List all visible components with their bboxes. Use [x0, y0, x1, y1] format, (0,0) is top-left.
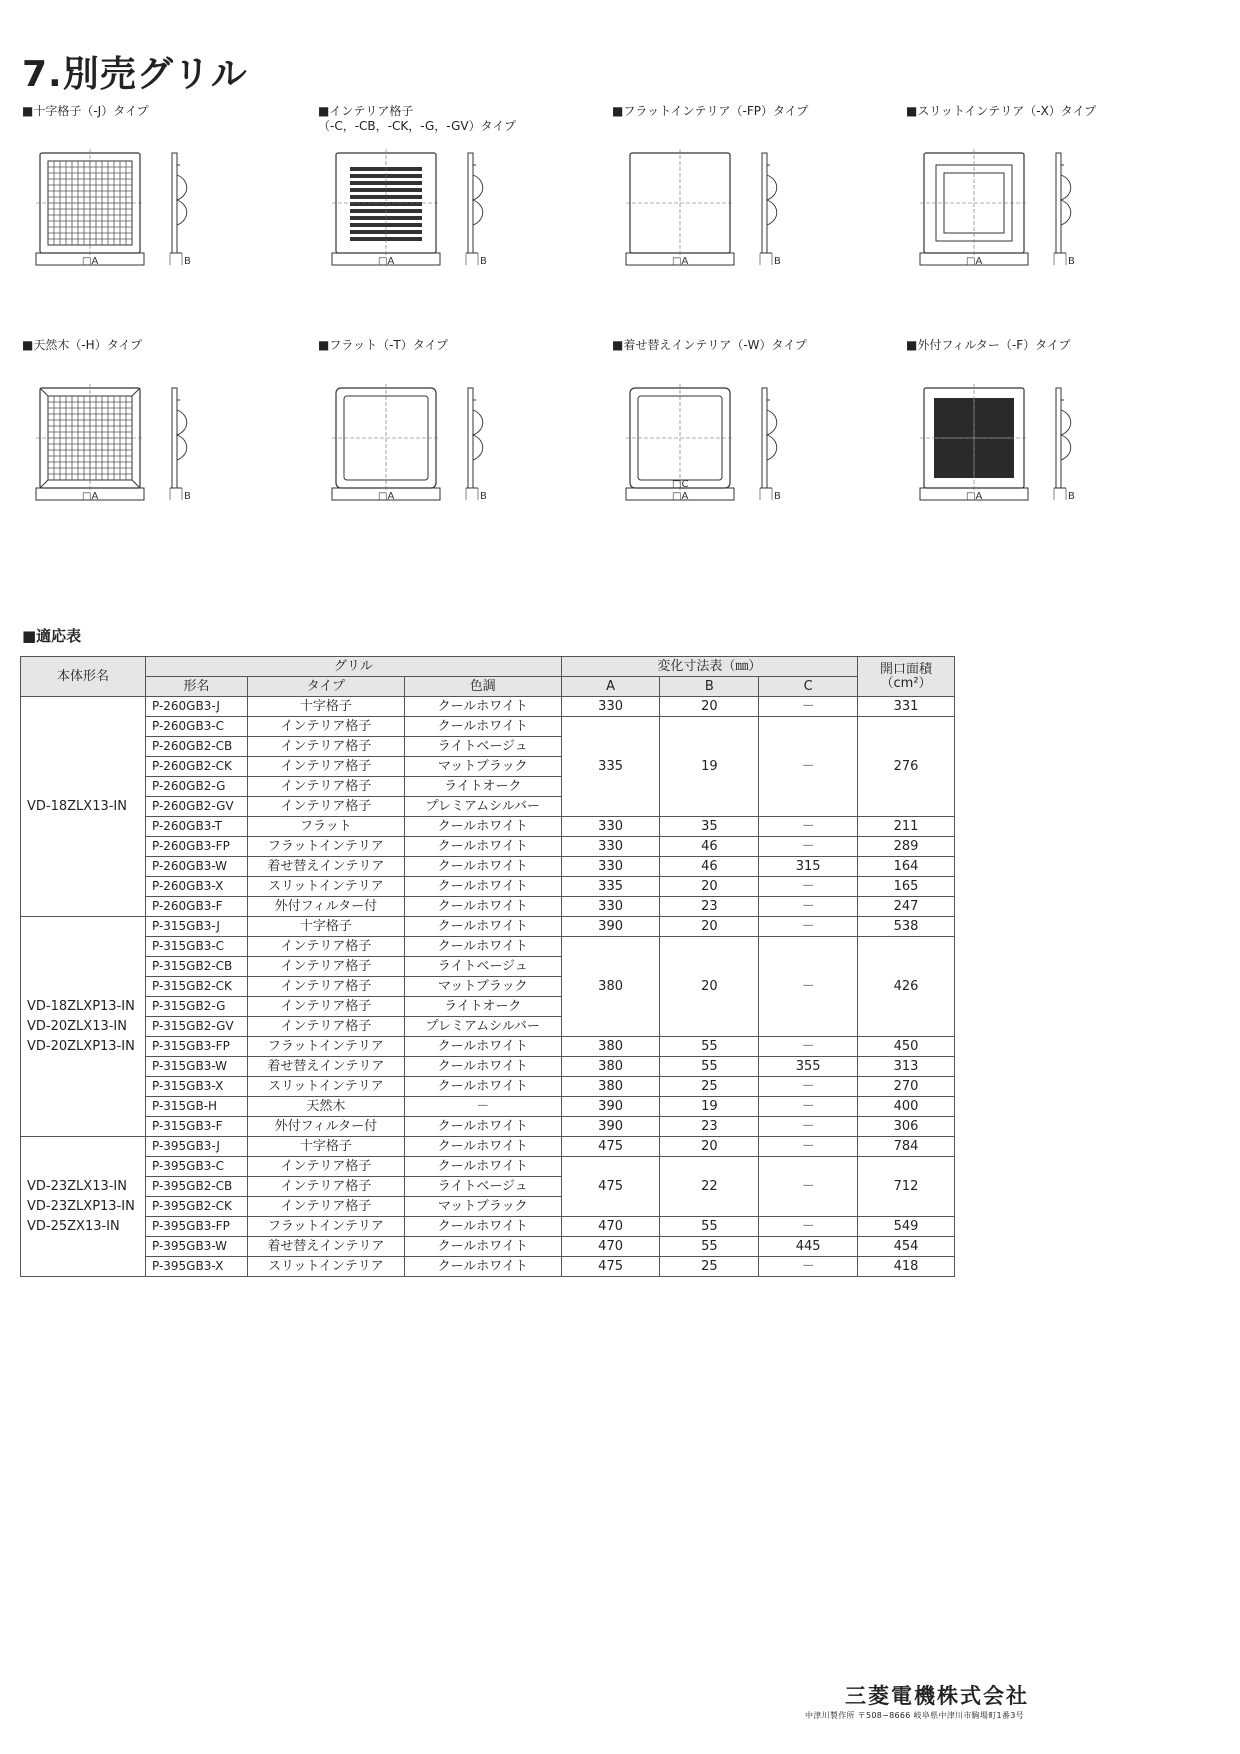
dim-b-cell: 20 [660, 917, 759, 937]
dim-b-cell: 23 [660, 1117, 759, 1137]
opening-area-cell: 313 [858, 1057, 955, 1077]
dim-c-cell: － [759, 697, 858, 717]
grill-model-cell: P-395GB3-W [145, 1237, 247, 1257]
dim-b-cell: 20 [660, 1137, 759, 1157]
grill-color-cell: クールホワイト [404, 877, 561, 897]
grill-color-cell: ライトベージュ [404, 737, 561, 757]
grill-type-cell: インテリア格子 [247, 997, 404, 1017]
dim-b-cell: 20 [660, 877, 759, 897]
dim-a-label: □A [672, 491, 689, 502]
grill-type-cell: インテリア格子 [247, 1157, 404, 1177]
compatibility-table [20, 656, 955, 1277]
opening-area-cell: 276 [858, 717, 955, 817]
body-model-name: VD-20ZLXP13-IN [27, 1038, 135, 1054]
grill-type-cell: 十字格子 [247, 697, 404, 717]
table-row [21, 877, 955, 897]
dim-b-cell: 46 [660, 837, 759, 857]
grill-color-cell: クールホワイト [404, 1157, 561, 1177]
grill-model-cell: P-315GB3-C [145, 937, 247, 957]
grill-color-cell: プレミアムシルバー [404, 797, 561, 817]
grill-type-cell: インテリア格子 [247, 937, 404, 957]
dim-b-cell: 55 [660, 1237, 759, 1257]
dim-c-cell: － [759, 717, 858, 817]
grill-type-cell: 着せ替えインテリア [247, 1057, 404, 1077]
grill-model-cell: P-315GB2-CB [145, 957, 247, 977]
grill-model-cell: P-260GB3-J [145, 697, 247, 717]
opening-area-cell: 270 [858, 1077, 955, 1097]
grill-type-cell: スリットインテリア [247, 1077, 404, 1097]
dim-c-cell: － [759, 917, 858, 937]
dim-b-cell: 19 [660, 717, 759, 817]
dim-a-cell: 330 [561, 897, 660, 917]
grill-color-cell: クールホワイト [404, 837, 561, 857]
table-row [21, 1077, 955, 1097]
figure-label-f: ■外付フィルター（-F）タイプ [906, 338, 1071, 352]
grill-svg [326, 145, 546, 295]
grill-type-cell: インテリア格子 [247, 957, 404, 977]
grill-front-view [332, 384, 440, 502]
grill-model-cell: P-315GB2-GV [145, 1017, 247, 1037]
grill-type-cell: インテリア格子 [247, 757, 404, 777]
body-model-name: VD-23ZLX13-IN [27, 1178, 127, 1194]
dim-b-cell: 22 [660, 1157, 759, 1217]
body-model-name: VD-18ZLXP13-IN [27, 998, 135, 1014]
grill-svg [620, 145, 840, 295]
figure-label-w: ■着せ替えインテリア（-W）タイプ [612, 338, 807, 352]
dim-c-cell: － [759, 1097, 858, 1117]
grill-color-cell: クールホワイト [404, 937, 561, 957]
header-opening-label: 開口面積 [880, 661, 933, 677]
dim-c-cell: － [759, 1217, 858, 1237]
grill-color-cell: マットブラック [404, 757, 561, 777]
opening-area-cell: 549 [858, 1217, 955, 1237]
table-row [21, 1257, 955, 1277]
body-model-name: VD-25ZX13-IN [27, 1218, 120, 1234]
grill-model-cell: P-315GB3-FP [145, 1037, 247, 1057]
dim-c-cell: － [759, 1077, 858, 1097]
opening-area-cell: 784 [858, 1137, 955, 1157]
table-row [21, 1037, 955, 1057]
grill-model-cell: P-395GB2-CB [145, 1177, 247, 1197]
header-a: A [561, 677, 660, 697]
grill-model-cell: P-395GB3-C [145, 1157, 247, 1177]
grill-side-view [1054, 153, 1075, 267]
grill-color-cell: ライトオーク [404, 997, 561, 1017]
dim-c-cell: － [759, 877, 858, 897]
dim-a-cell: 475 [561, 1157, 660, 1217]
grill-type-cell: フラットインテリア [247, 1217, 404, 1237]
figure-label-j: ■十字格子（-J）タイプ [22, 104, 149, 118]
grill-svg [914, 380, 1134, 530]
dim-c-cell: 445 [759, 1237, 858, 1257]
grill-model-cell: P-395GB3-FP [145, 1217, 247, 1237]
grill-model-cell: P-260GB3-W [145, 857, 247, 877]
grill-type-cell: インテリア格子 [247, 977, 404, 997]
grill-drawing-x [914, 145, 1134, 299]
dim-c-cell: － [759, 1137, 858, 1157]
opening-area-cell: 418 [858, 1257, 955, 1277]
dim-b-cell: 25 [660, 1077, 759, 1097]
grill-drawing-f [914, 380, 1134, 534]
grill-type-cell: 外付フィルター付 [247, 1117, 404, 1137]
grill-side-view [466, 388, 487, 502]
table-row [21, 1117, 955, 1137]
opening-area-cell: 165 [858, 877, 955, 897]
figure-label-fp: ■フラットインテリア（-FP）タイプ [612, 104, 809, 118]
table-row [21, 1097, 955, 1117]
grill-model-cell: P-315GB3-W [145, 1057, 247, 1077]
dim-b-cell: 20 [660, 697, 759, 717]
grill-model-cell: P-315GB-H [145, 1097, 247, 1117]
grill-color-cell: クールホワイト [404, 857, 561, 877]
dim-a-label: □A [82, 491, 99, 502]
dim-b-label: B [774, 256, 781, 267]
opening-area-cell: 211 [858, 817, 955, 837]
grill-color-cell: クールホワイト [404, 1057, 561, 1077]
grill-front-view [332, 149, 440, 267]
grill-model-cell: P-395GB3-J [145, 1137, 247, 1157]
grill-color-cell: クールホワイト [404, 1217, 561, 1237]
grill-color-cell: マットブラック [404, 1197, 561, 1217]
grill-side-view [170, 388, 191, 502]
dim-c-cell: － [759, 897, 858, 917]
grill-drawing-t [326, 380, 546, 534]
grill-type-cell: スリットインテリア [247, 877, 404, 897]
grill-model-cell: P-315GB3-F [145, 1117, 247, 1137]
grill-model-cell: P-260GB2-CB [145, 737, 247, 757]
grill-color-cell: プレミアムシルバー [404, 1017, 561, 1037]
dim-b-cell: 35 [660, 817, 759, 837]
table-row [21, 917, 955, 937]
grill-type-cell: スリットインテリア [247, 1257, 404, 1277]
dim-a-cell: 380 [561, 1077, 660, 1097]
grill-type-cell: 天然木 [247, 1097, 404, 1117]
grill-model-cell: P-395GB2-CK [145, 1197, 247, 1217]
grill-model-cell: P-260GB2-G [145, 777, 247, 797]
dim-b-label: B [480, 491, 487, 502]
grill-model-cell: P-315GB2-G [145, 997, 247, 1017]
body-model-cell [21, 917, 146, 1137]
opening-area-cell: 450 [858, 1037, 955, 1057]
dim-b-cell: 25 [660, 1257, 759, 1277]
table-row [21, 937, 955, 957]
grill-drawing-j [30, 145, 250, 299]
opening-area-cell: 331 [858, 697, 955, 717]
grill-color-cell: クールホワイト [404, 1257, 561, 1277]
dim-b-label: B [774, 491, 781, 502]
grill-type-cell: 十字格子 [247, 917, 404, 937]
grill-color-cell: クールホワイト [404, 1137, 561, 1157]
grill-type-cell: 十字格子 [247, 1137, 404, 1157]
section-title: ■適応表 [22, 627, 82, 645]
header-c: C [759, 677, 858, 697]
grill-type-cell: インテリア格子 [247, 1177, 404, 1197]
table-body [21, 697, 955, 1277]
table-row [21, 697, 955, 717]
table-row [21, 1137, 955, 1157]
grill-type-cell: 着せ替えインテリア [247, 1237, 404, 1257]
opening-area-cell: 247 [858, 897, 955, 917]
body-model-cell [21, 1137, 146, 1277]
grill-model-cell: P-260GB3-FP [145, 837, 247, 857]
grill-side-view [760, 388, 781, 502]
body-model-cell [21, 697, 146, 917]
figure-label-t: ■フラット（-T）タイプ [318, 338, 449, 352]
grill-type-cell: 外付フィルター付 [247, 897, 404, 917]
grill-model-cell: P-260GB3-T [145, 817, 247, 837]
grill-type-cell: インテリア格子 [247, 1197, 404, 1217]
grill-color-cell: － [404, 1097, 561, 1117]
dim-a-cell: 380 [561, 1057, 660, 1077]
grill-model-cell: P-260GB2-CK [145, 757, 247, 777]
grill-color-cell: クールホワイト [404, 1077, 561, 1097]
dim-a-cell: 390 [561, 1097, 660, 1117]
page-title: 7.別売グリル [22, 54, 248, 95]
header-opening [858, 657, 955, 697]
grill-type-cell: インテリア格子 [247, 737, 404, 757]
dim-a-label: □A [378, 256, 395, 267]
dim-a-cell: 330 [561, 837, 660, 857]
dim-a-cell: 330 [561, 817, 660, 837]
dim-a-label: □A [966, 491, 983, 502]
opening-area-cell: 426 [858, 937, 955, 1037]
dim-a-cell: 390 [561, 917, 660, 937]
table-row [21, 897, 955, 917]
opening-area-cell: 712 [858, 1157, 955, 1217]
dim-c-cell: － [759, 937, 858, 1037]
dim-a-label: □A [378, 491, 395, 502]
header-b: B [660, 677, 759, 697]
dim-b-cell: 23 [660, 897, 759, 917]
dim-a-label: □A [82, 256, 99, 267]
body-model-name: VD-20ZLX13-IN [27, 1018, 127, 1034]
dim-a-cell: 330 [561, 697, 660, 717]
opening-area-cell: 538 [858, 917, 955, 937]
dim-c-cell: － [759, 1257, 858, 1277]
body-model-name: VD-18ZLX13-IN [27, 798, 127, 814]
figure-label-x: ■スリットインテリア（-X）タイプ [906, 104, 1097, 118]
header-grill: グリル [145, 657, 561, 677]
dim-b-label: B [480, 256, 487, 267]
dim-a-cell: 380 [561, 1037, 660, 1057]
dim-a-cell: 475 [561, 1137, 660, 1157]
dim-b-label: B [1068, 491, 1075, 502]
grill-color-cell: マットブラック [404, 977, 561, 997]
dim-c-cell: 315 [759, 857, 858, 877]
grill-color-cell: クールホワイト [404, 897, 561, 917]
opening-area-cell: 454 [858, 1237, 955, 1257]
grill-color-cell: クールホワイト [404, 1117, 561, 1137]
grill-color-cell: クールホワイト [404, 1037, 561, 1057]
grill-model-cell: P-260GB3-C [145, 717, 247, 737]
table-row [21, 1057, 955, 1077]
figure-label-c: ■インテリア格子 （-C，-CB，-CK，-G，-GV）タイプ [318, 104, 516, 133]
table-row [21, 1237, 955, 1257]
dim-c-cell: － [759, 817, 858, 837]
dim-a-cell: 330 [561, 857, 660, 877]
dim-a-cell: 335 [561, 877, 660, 897]
grill-type-cell: インテリア格子 [247, 717, 404, 737]
grill-model-cell: P-315GB3-J [145, 917, 247, 937]
grill-model-cell: P-260GB2-GV [145, 797, 247, 817]
dim-a-label: □A [966, 256, 983, 267]
grill-type-cell: インテリア格子 [247, 777, 404, 797]
dim-a-cell: 335 [561, 717, 660, 817]
grill-type-cell: フラットインテリア [247, 837, 404, 857]
header-color: 色調 [404, 677, 561, 697]
grill-front-view [36, 384, 144, 502]
dim-b-label: B [184, 256, 191, 267]
grill-model-cell: P-395GB3-X [145, 1257, 247, 1277]
grill-color-cell: ライトベージュ [404, 957, 561, 977]
table-row [21, 857, 955, 877]
grill-svg [30, 145, 250, 295]
header-model: 形名 [145, 677, 247, 697]
dim-c-cell: 355 [759, 1057, 858, 1077]
figure-label-h: ■天然木（-H）タイプ [22, 338, 143, 352]
grill-side-view [760, 153, 781, 267]
grill-svg [620, 380, 840, 530]
dim-c-label: □C [672, 479, 689, 490]
opening-area-cell: 164 [858, 857, 955, 877]
table-row [21, 817, 955, 837]
grill-svg [914, 145, 1134, 295]
company-address: 中津川製作所 〒508−8666 岐阜県中津川市駒場町1番3号 [805, 1711, 1024, 1720]
grill-drawing-w [620, 380, 840, 534]
table-row [21, 1217, 955, 1237]
grill-model-cell: P-260GB3-F [145, 897, 247, 917]
header-dims: 変化寸法表（㎜） [561, 657, 857, 677]
grill-side-view [170, 153, 191, 267]
grill-color-cell: クールホワイト [404, 1237, 561, 1257]
grill-color-cell: ライトベージュ [404, 1177, 561, 1197]
grill-drawing-c [326, 145, 546, 299]
grill-side-view [1054, 388, 1075, 502]
table-row [21, 717, 955, 737]
header-opening-unit: （cm²） [880, 675, 932, 691]
grill-svg [30, 380, 250, 530]
table-row [21, 1157, 955, 1177]
dim-b-cell: 20 [660, 937, 759, 1037]
dim-b-label: B [1068, 256, 1075, 267]
grill-type-cell: インテリア格子 [247, 797, 404, 817]
grill-color-cell: クールホワイト [404, 917, 561, 937]
grill-model-cell: P-260GB3-X [145, 877, 247, 897]
dim-a-cell: 470 [561, 1217, 660, 1237]
grill-front-view [626, 149, 734, 267]
company-name: 三菱電機株式会社 [845, 1684, 1029, 1708]
dim-a-cell: 380 [561, 937, 660, 1037]
dim-c-cell: － [759, 1037, 858, 1057]
grill-model-cell: P-315GB2-CK [145, 977, 247, 997]
grill-color-cell: クールホワイト [404, 717, 561, 737]
grill-front-view [920, 149, 1028, 267]
opening-area-cell: 306 [858, 1117, 955, 1137]
dim-c-cell: － [759, 837, 858, 857]
grill-drawing-h [30, 380, 250, 534]
body-model-name: VD-23ZLXP13-IN [27, 1198, 135, 1214]
grill-front-view [626, 384, 734, 502]
dim-b-cell: 19 [660, 1097, 759, 1117]
grill-side-view [466, 153, 487, 267]
grill-type-cell: インテリア格子 [247, 1017, 404, 1037]
grill-type-cell: 着せ替えインテリア [247, 857, 404, 877]
grill-front-view [920, 384, 1028, 502]
grill-color-cell: クールホワイト [404, 697, 561, 717]
opening-area-cell: 289 [858, 837, 955, 857]
dim-a-cell: 470 [561, 1237, 660, 1257]
grill-front-view [36, 149, 144, 267]
dim-b-cell: 55 [660, 1037, 759, 1057]
grill-type-cell: フラット [247, 817, 404, 837]
grill-drawing-fp [620, 145, 840, 299]
grill-type-cell: フラットインテリア [247, 1037, 404, 1057]
table-row [21, 837, 955, 857]
dim-b-label: B [184, 491, 191, 502]
dim-a-label: □A [672, 256, 689, 267]
dim-b-cell: 55 [660, 1217, 759, 1237]
dim-b-cell: 46 [660, 857, 759, 877]
dim-a-cell: 390 [561, 1117, 660, 1137]
grill-model-cell: P-315GB3-X [145, 1077, 247, 1097]
dim-a-cell: 475 [561, 1257, 660, 1277]
opening-area-cell: 400 [858, 1097, 955, 1117]
dim-b-cell: 55 [660, 1057, 759, 1077]
dim-c-cell: － [759, 1117, 858, 1137]
grill-color-cell: クールホワイト [404, 817, 561, 837]
header-type: タイプ [247, 677, 404, 697]
grill-color-cell: ライトオーク [404, 777, 561, 797]
dim-c-cell: － [759, 1157, 858, 1217]
header-body-model: 本体形名 [21, 657, 146, 697]
grill-svg [326, 380, 546, 530]
